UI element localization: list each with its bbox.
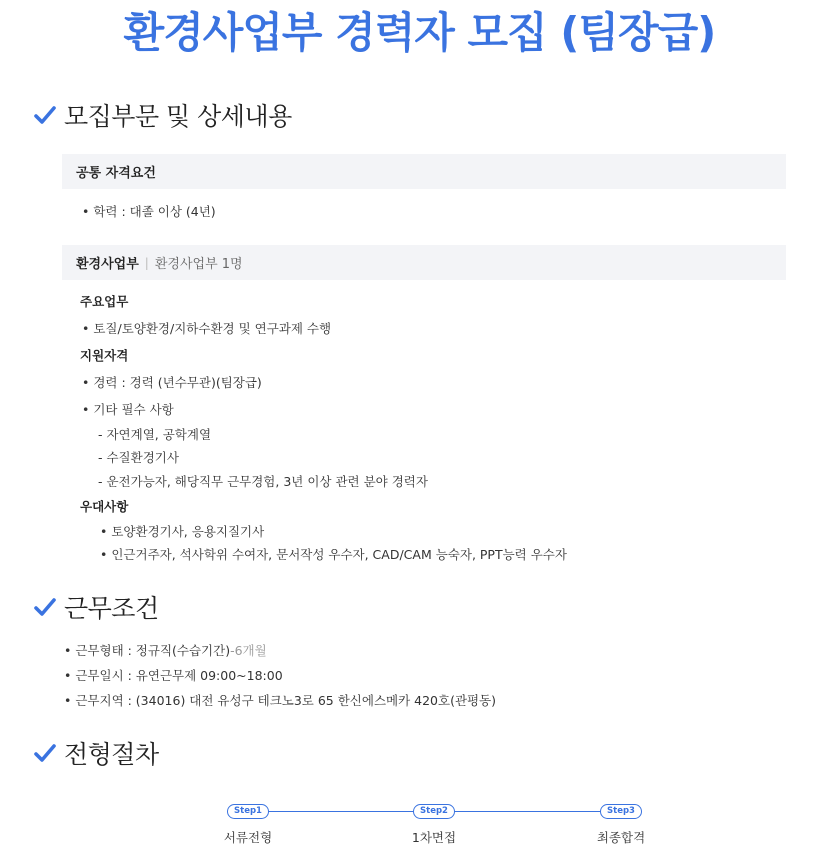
process-steps <box>0 800 839 854</box>
section-recruit-heading <box>34 98 292 132</box>
check-icon <box>34 742 56 764</box>
common-requirement-item: • 학력 : 대졸 이상 (4년) <box>82 204 216 219</box>
duty-item: • 토질/토양환경/지하수환경 및 연구과제 수행 <box>82 321 332 336</box>
section-heading-label: 근무조건 <box>64 594 159 623</box>
department-subtitle: 환경사업부 1명 <box>154 257 243 272</box>
page-title: 환경사업부 경력자 모집 (팀장급) <box>123 8 716 57</box>
step-badge-2: Step2 <box>413 804 455 819</box>
common-requirements-title: 공통 자격요건 <box>76 166 156 181</box>
preferences-title: 우대사항 <box>80 499 129 514</box>
step-label-3: 최종합격 <box>596 830 646 845</box>
work-hours: • 근무일시 : 유연근무제 09:00~18:00 <box>64 668 283 683</box>
check-icon <box>34 104 56 126</box>
qualification-subitem: - 운전가능자, 해당직무 근무경험, 3년 이상 관련 분야 경력자 <box>98 474 428 489</box>
step-badge-3: Step3 <box>600 804 642 819</box>
preference-item: • 인근거주자, 석사학위 수여자, 문서작성 우수자, CAD/CAM 능숙자, PPT능력 우수자 <box>100 547 567 562</box>
preference-item: • 토양환경기사, 응용지질기사 <box>100 524 265 539</box>
common-requirements-band <box>62 154 786 189</box>
section-process-heading <box>34 736 159 770</box>
department-band <box>62 245 786 280</box>
qualification-subitem: - 자연계열, 공학계열 <box>98 427 212 442</box>
step-label-1: 서류전형 <box>223 830 273 845</box>
qualification-subitem: - 수질환경기사 <box>98 450 179 465</box>
work-type-text: • 근무형태 : 정규직(수습기간) <box>64 643 231 658</box>
duties-title: 주요업무 <box>80 294 129 309</box>
work-location: • 근무지역 : (34016) 대전 유성구 테크노3로 65 한신에스메카 420호(관평동) <box>64 693 497 708</box>
department-title: 환경사업부 <box>76 257 139 272</box>
check-icon <box>34 596 56 618</box>
section-heading-label: 전형절차 <box>64 740 159 769</box>
section-heading-label: 모집부문 및 상세내용 <box>64 102 292 131</box>
qualifications-title: 지원자격 <box>80 348 129 363</box>
section-conditions-heading <box>34 590 159 624</box>
divider: | <box>144 255 149 270</box>
probation-period: -6개월 <box>230 643 267 658</box>
step-badge-1: Step1 <box>227 804 269 819</box>
work-type <box>64 641 267 659</box>
qualification-item: • 기타 필수 사항 <box>82 402 174 417</box>
qualification-item: • 경력 : 경력 (년수무관)(팀장급) <box>82 375 262 390</box>
step-label-2: 1차면접 <box>411 830 457 845</box>
